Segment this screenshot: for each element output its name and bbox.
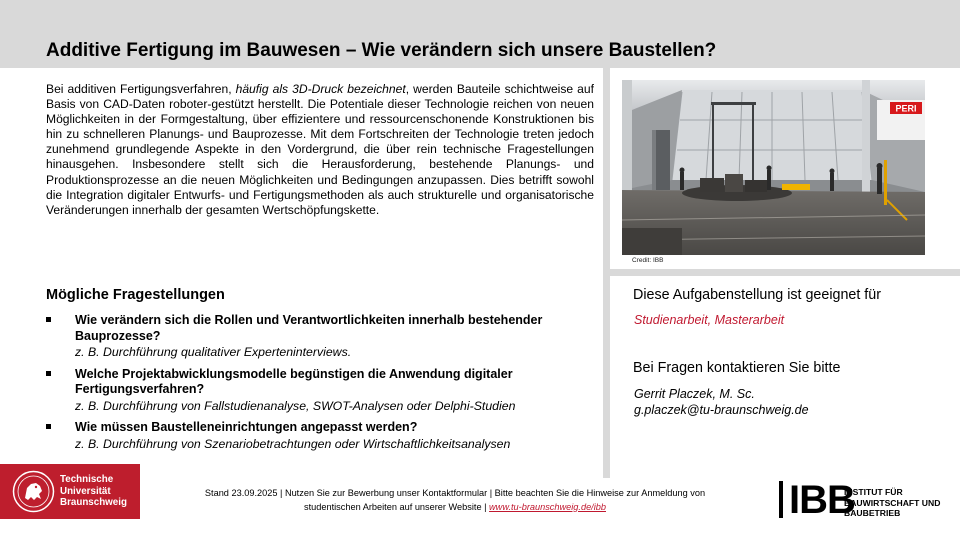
- intro-text-rest: , werden Bauteile schichtweise auf Basis von CAD-Daten roboter-gestützt herstellt. Die Potentiale dieser Technologie reichen von neuen Möglichkeiten in der Formgestaltung, über effizientere und ressourcenschonende Konstruktionen bis hin zu schnelleren Planungs- und Bauprozesse. Mit dem Fortschreiten der Technologie treten jedoch zunehmend grundlegende Aspekte in den Vordergrund, die über rein technische Fragestellungen hinausgehen. Insbesondere stellt sich die Herausforderung, bestehende Planungs- und Produktionsprozesse an die neuen Möglichkeiten und Bedingungen anzupassen. Dies betrifft sowohl die Integration digitaler Entwurfs- und Fertigungsmethoden als auch strukturelle und organisatorische Veränderungen innerhalb der gesamten Wertschöpfungskette.: [46, 82, 594, 217]
- lion-crest-icon: [12, 470, 55, 513]
- contact-name: Gerrit Placzek, M. Sc.: [634, 387, 755, 401]
- questions-list: [46, 313, 596, 458]
- website-link[interactable]: www.tu-braunschweig.de/ibb: [489, 501, 606, 512]
- ibb-logo-mark: IBB: [789, 478, 855, 522]
- page-title: Additive Fertigung im Bauwesen – Wie verändern sich unsere Baustellen?: [46, 40, 717, 61]
- vertical-divider: [603, 68, 610, 478]
- ibb-logo-line: BAUBETRIEB: [844, 508, 901, 518]
- intro-paragraph: [46, 82, 594, 218]
- intro-text-start: Bei additiven Fertigungsverfahren,: [46, 82, 236, 96]
- question-item: [46, 313, 596, 361]
- question-method-note: z. B. Durchführung von Fallstudienanalyse, SWOT-Analysen oder Delphi-Studien: [75, 398, 516, 413]
- suitability-heading: Diese Aufgabenstellung ist geeignet für: [633, 287, 881, 303]
- suitability-value: Studienarbeit, Masterarbeit: [634, 313, 785, 327]
- tu-wordmark: [60, 474, 127, 509]
- tu-wordmark-line: Technische: [60, 474, 114, 485]
- question-text: Wie verändern sich die Rollen und Verantwortlichkeiten innerhalb bestehender Bauprozesse?: [75, 313, 543, 343]
- contact-heading: Bei Fragen kontaktieren Sie bitte: [633, 360, 841, 376]
- question-method-note: z. B. Durchführung von Szenariobetrachtungen oder Wirtschaftlichkeitsanalysen: [75, 436, 511, 451]
- bullet-icon: [46, 371, 51, 376]
- footer-line: [150, 501, 760, 515]
- construction-hall-illustration: [622, 80, 925, 255]
- bullet-icon: [46, 424, 51, 429]
- bullet-icon: [46, 317, 51, 322]
- contact-email[interactable]: g.placzek@tu-braunschweig.de: [634, 403, 809, 417]
- tu-wordmark-line: Braunschweig: [60, 497, 127, 508]
- construction-hall-photo: [622, 80, 925, 255]
- question-method-note: z. B. Durchführung qualitativer Experteninterviews.: [75, 345, 352, 359]
- intro-emphasis: häufig als 3D-Druck bezeichnet: [235, 82, 406, 96]
- question-text: Wie müssen Baustelleneinrichtungen angepasst werden?: [75, 420, 418, 434]
- ibb-logo-line: INSTITUT FÜR: [844, 487, 903, 497]
- photo-credit: Credit: IBB: [632, 257, 664, 264]
- peri-sign: PERI: [895, 103, 917, 114]
- questions-heading: Mögliche Fragestellungen: [46, 287, 225, 303]
- horizontal-divider: [610, 269, 960, 276]
- question-item: [46, 420, 596, 452]
- ibb-logo-bar: [779, 481, 783, 518]
- footer-text: studentischen Arbeiten auf unserer Website |: [303, 501, 490, 512]
- ibb-logo-text: [844, 487, 940, 519]
- ibb-logo-line: BAUWIRTSCHAFT UND: [844, 497, 941, 508]
- tu-wordmark-line: Universität: [60, 485, 111, 497]
- question-text: Welche Projektabwicklungsmodelle begünstigen die Anwendung digitaler Fertigungsverfahren?: [75, 366, 513, 396]
- tu-braunschweig-logo[interactable]: [0, 464, 140, 519]
- footer-line: Stand 23.09.2025 | Nutzen Sie zur Bewerbung unser Kontaktformular | Bitte beachten Sie die Hinweise zur Anmeldung von: [204, 488, 706, 498]
- question-item: [46, 367, 596, 415]
- footer-note: [150, 487, 760, 514]
